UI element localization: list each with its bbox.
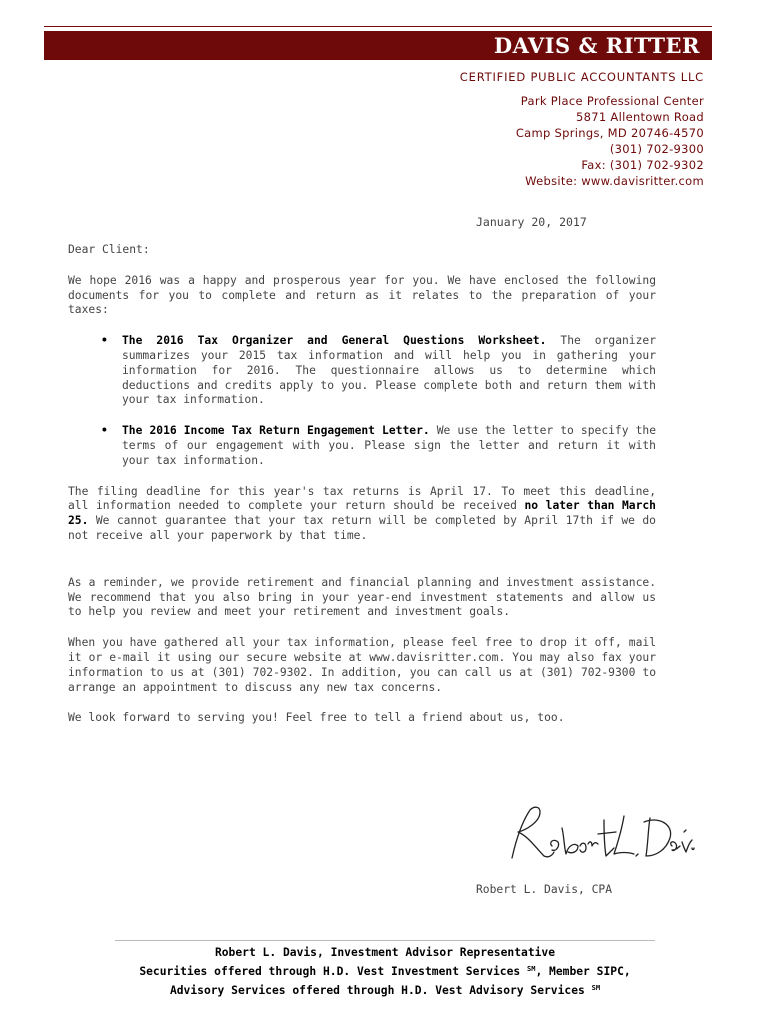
service-mark: SM xyxy=(527,965,536,973)
bullet-heading: The 2016 Tax Organizer and General Questions Worksheet. xyxy=(122,334,547,348)
deadline-paragraph xyxy=(68,485,656,544)
signature-text: Robert L. Davis xyxy=(506,869,516,870)
footer-line-3-text: Advisory Services offered through H.D. Vest Advisory Services xyxy=(169,984,592,997)
footer-line-2-text: Securities offered through H.D. Vest Investment Services xyxy=(139,965,528,978)
service-mark: SM xyxy=(591,984,601,992)
deadline-text: The filing deadline for this year's tax returns is April 17. To meet this deadline, all information needed to complete your return should be received xyxy=(68,484,656,513)
letter-date: January 20, 2017 xyxy=(476,215,587,229)
firm-address xyxy=(516,93,704,189)
bullet-heading: The 2016 Income Tax Return Engagement Letter. xyxy=(122,424,430,438)
reminder-paragraph: As a reminder, we provide retirement and financial planning and investment assistance. We recommend that you also bring in your year-end investment statements and allow us to help you review and meet your retirement and investment goals. xyxy=(68,575,656,619)
phone-line: (301) 702-9300 xyxy=(609,142,704,156)
list-item xyxy=(122,334,656,408)
salutation: Dear Client: xyxy=(68,243,150,256)
footer xyxy=(0,945,770,999)
firm-subtitle: CERTIFIED PUBLIC ACCOUNTANTS LLC xyxy=(459,70,704,84)
top-rule xyxy=(44,26,712,27)
deadline-date: no later than March 25. xyxy=(68,499,656,528)
footer-line-1: Robert L. Davis, Investment Advisor Representative xyxy=(214,946,556,959)
letter-body xyxy=(68,243,656,726)
address-line: Camp Springs, MD 20746-4570 xyxy=(515,126,704,140)
list-item xyxy=(122,424,656,468)
firm-name: DAVIS & RITTER xyxy=(493,33,700,58)
contact-paragraph: When you have gathered all your tax information, please feel free to drop it off, mail it or e-mail it using our secure website at www.davisritter.com. You may also fax your information to us at (301) 702-9302. In addition, you can call us at (301) 702-9300 to arrange an appointment to discuss any new tax concerns. xyxy=(68,636,656,694)
intro-paragraph: We hope 2016 was a happy and prosperous year for you. We have enclosed the following documents for you to complete and return as it relates to the preparation of your taxes: xyxy=(68,273,656,317)
signer-name: Robert L. Davis, CPA xyxy=(476,883,613,896)
closing-paragraph: We look forward to serving you! Feel free to tell a friend about us, too. xyxy=(68,711,565,725)
footer-line-3 xyxy=(0,980,770,999)
bullet-text: We use the letter to specify the terms of our engagement with you. Please sign the letter and return it with your tax information. xyxy=(122,424,656,467)
website-line: Website: www.davisritter.com xyxy=(525,174,704,188)
footer-line-2-end: , Member SIPC, xyxy=(535,965,631,978)
footer-line-2 xyxy=(0,961,770,980)
handwritten-signature xyxy=(506,800,696,870)
letterhead-banner xyxy=(44,31,712,60)
deadline-text-end: We cannot guarantee that your tax return will be completed by April 17th if we do not receive all your paperwork by that time. xyxy=(68,514,656,542)
bullet-text: The organizer summarizes your 2015 tax information and will help you in gathering your information for 2016. The questionnaire allows us to determine which deductions and credits apply to you. Please complete both and return them with your tax information. xyxy=(122,334,657,407)
address-line: 5871 Allentown Road xyxy=(576,110,704,124)
fax-line: Fax: (301) 702-9302 xyxy=(581,158,704,172)
footer-divider xyxy=(115,940,655,941)
documents-list xyxy=(68,334,656,468)
address-line: Park Place Professional Center xyxy=(520,94,704,108)
